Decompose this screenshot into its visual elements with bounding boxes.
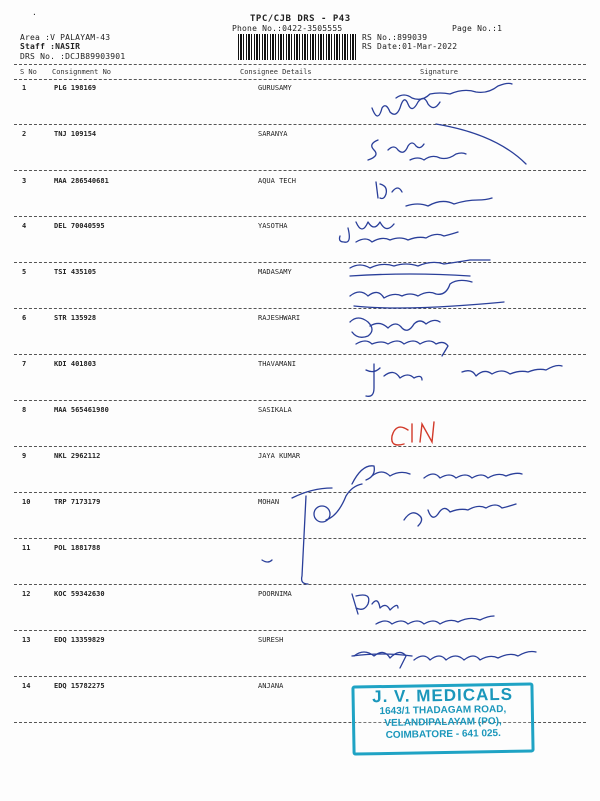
col-header-sno: S No bbox=[20, 68, 37, 76]
red-mark-n bbox=[420, 422, 434, 442]
row-consignee: SURESH bbox=[258, 636, 284, 644]
row-sno: 5 bbox=[22, 268, 27, 276]
row-sno: 3 bbox=[22, 177, 27, 185]
stamp-line-4: COIMBATORE - 641 025. bbox=[385, 727, 501, 742]
row-consignment: EDQ 13359829 bbox=[54, 636, 105, 644]
row-consignee: MOHAN bbox=[258, 498, 280, 506]
row-consignee: AQUA TECH bbox=[258, 177, 296, 185]
red-mark-c bbox=[392, 427, 408, 445]
signature-stroke-11 bbox=[262, 560, 272, 562]
row-consignee: SARANYA bbox=[258, 130, 288, 138]
row-consignment: TSI 435105 bbox=[54, 268, 97, 276]
signature-stroke-10c bbox=[404, 504, 516, 526]
row-consignment: KOC 59342630 bbox=[54, 590, 105, 598]
signature-stroke-12b bbox=[376, 616, 494, 624]
area-label: Area :V PALAYAM-43 bbox=[20, 33, 111, 42]
row-consignee: THAVAMANI bbox=[258, 360, 296, 368]
row-consignee: POORNIMA bbox=[258, 590, 292, 598]
signature-stroke-5-strike bbox=[350, 274, 470, 276]
row-sno: 9 bbox=[22, 452, 27, 460]
row-sno: 4 bbox=[22, 222, 27, 230]
row-consignment: POL 1881788 bbox=[54, 544, 101, 552]
row-sno: 7 bbox=[22, 360, 27, 368]
signature-stroke-2 bbox=[368, 140, 424, 160]
signature-stroke-13-strike bbox=[352, 654, 412, 656]
dot-mark: · bbox=[32, 10, 37, 19]
row-consignment: PLG 198169 bbox=[54, 84, 97, 92]
row-consignment: MAA 565461980 bbox=[54, 406, 109, 414]
col-header-consignment: Consignment No bbox=[52, 68, 112, 76]
stamp-line-1: J. V. MEDICALS bbox=[371, 684, 514, 707]
row-consignee: MADASAMY bbox=[258, 268, 292, 276]
row-consignee: GURUSAMY bbox=[258, 84, 292, 92]
signature-stroke-5c bbox=[354, 302, 504, 308]
signature-stroke-9 bbox=[352, 466, 410, 484]
row-consignment: KDI 401803 bbox=[54, 360, 97, 368]
document-title: TPC/CJB DRS - P43 bbox=[250, 14, 351, 24]
signature-stroke-6b bbox=[356, 341, 448, 356]
row-consignee: RAJESHWARI bbox=[258, 314, 301, 322]
row-sno: 1 bbox=[22, 84, 27, 92]
signature-stroke-6 bbox=[350, 318, 440, 337]
rs-date: RS Date:01-Mar-2022 bbox=[362, 42, 458, 51]
signature-stroke-10 bbox=[292, 488, 332, 584]
signature-stroke-2b bbox=[410, 153, 466, 160]
signature-stroke-9b bbox=[424, 473, 522, 478]
drs-number: DRS No. :DCJB89903901 bbox=[20, 52, 126, 61]
signature-stroke-7b bbox=[462, 366, 562, 377]
phone-number: Phone No.:0422-3505555 bbox=[232, 24, 343, 33]
signature-stroke-1 bbox=[372, 98, 440, 116]
signature-stroke-10b bbox=[326, 484, 362, 520]
row-consignment: NKL 2962112 bbox=[54, 452, 101, 460]
col-header-signature: Signature bbox=[420, 68, 458, 76]
page-number: Page No.:1 bbox=[452, 24, 503, 33]
row-consignee: ANJANA bbox=[258, 682, 284, 690]
row-consignment: STR 135928 bbox=[54, 314, 97, 322]
row-sno: 14 bbox=[22, 682, 31, 690]
row-sno: 10 bbox=[22, 498, 31, 506]
signature-stroke-13b bbox=[414, 652, 536, 661]
signature-stroke-12 bbox=[352, 594, 398, 614]
staff-label: Staff :NASIR bbox=[20, 42, 81, 51]
row-consignment: TRP 7173179 bbox=[54, 498, 101, 506]
signature-stroke-5b bbox=[350, 280, 472, 298]
row-sno: 13 bbox=[22, 636, 31, 644]
row-consignment: EDQ 15782275 bbox=[54, 682, 105, 690]
stamp-line-3: VELANDIPALAYAM (PO), bbox=[384, 715, 502, 730]
row-sno: 2 bbox=[22, 130, 27, 138]
row-sno: 12 bbox=[22, 590, 31, 598]
rs-number: RS No.:899039 bbox=[362, 33, 428, 42]
signature-stroke-4b bbox=[356, 232, 458, 242]
row-consignee: JAYA KUMAR bbox=[258, 452, 301, 460]
row-sno: 6 bbox=[22, 314, 27, 322]
row-consignment: TNJ 109154 bbox=[54, 130, 97, 138]
col-header-consignee: Consignee Details bbox=[240, 68, 312, 76]
signature-stroke-5 bbox=[350, 260, 490, 268]
signature-stroke-3 bbox=[376, 182, 492, 206]
row-sno: 11 bbox=[22, 544, 31, 552]
row-consignee: SASIKALA bbox=[258, 406, 292, 414]
signature-stroke-7 bbox=[366, 364, 422, 396]
signature-stroke-1b bbox=[396, 83, 512, 99]
row-consignment: MAA 286540681 bbox=[54, 177, 109, 185]
row-sno: 8 bbox=[22, 406, 27, 414]
row-consignment: DEL 70040595 bbox=[54, 222, 105, 230]
company-stamp bbox=[351, 682, 534, 755]
row-consignee: YASOTHA bbox=[258, 222, 288, 230]
stamp-line-2: 1643/1 THADAGAM ROAD, bbox=[379, 703, 507, 718]
